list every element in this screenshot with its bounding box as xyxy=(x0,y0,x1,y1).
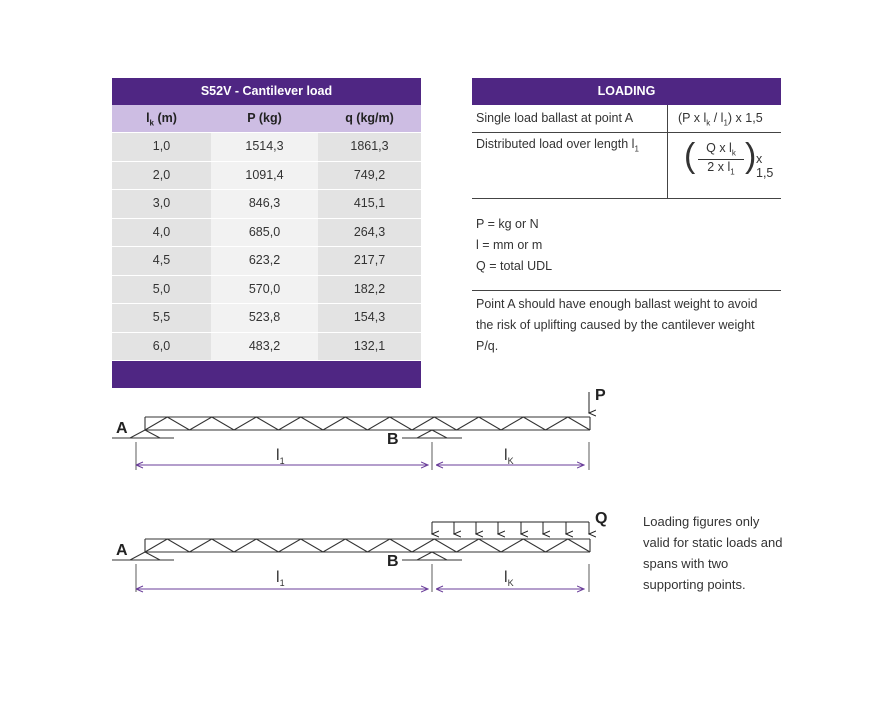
dimension-ticks-2 xyxy=(136,564,589,592)
cell-p: 1091,4 xyxy=(211,162,318,190)
static-loads-note: Loading figures only valid for static loads and spans with two supporting points. xyxy=(643,514,783,592)
support-a-label-1: A xyxy=(116,420,128,437)
dimension-ticks-1 xyxy=(136,442,589,470)
distributed-load-label: Q xyxy=(595,510,608,527)
cell-p: 685,0 xyxy=(211,219,318,247)
table-title: S52V - Cantilever load xyxy=(112,78,421,105)
span-label-1: $l_1$ xyxy=(276,447,285,467)
unit-p: P = kg or N xyxy=(476,217,539,231)
single-load-formula: (P x $l_k / l_1$) x 1,5 xyxy=(678,111,763,128)
column-header-lk: $l_k$ (m) xyxy=(146,111,177,128)
unit-l: l = mm or m xyxy=(476,238,543,252)
cell-q: 264,3 xyxy=(318,219,421,247)
truss-beam-1 xyxy=(145,417,590,430)
single-load-label: Single load ballast at point A xyxy=(472,105,668,132)
column-header-q: q (kg/m) xyxy=(345,111,394,125)
distributed-load-label: Distributed load over length $l_1$ xyxy=(472,133,668,198)
loading-title: LOADING xyxy=(472,78,781,105)
support-b-1 xyxy=(402,430,462,438)
support-b-label-2: B xyxy=(387,553,399,570)
cell-p: 846,3 xyxy=(211,190,318,218)
cell-q: 154,3 xyxy=(318,304,421,332)
cell-q: 415,1 xyxy=(318,190,421,218)
cell-q: 182,2 xyxy=(318,276,421,304)
cell-p: 623,2 xyxy=(211,247,318,275)
support-a-label-2: A xyxy=(116,542,128,559)
cell-lk: 4,0 xyxy=(112,219,211,247)
unit-q: Q = total UDL xyxy=(476,259,553,273)
cell-p: 1514,3 xyxy=(211,133,318,161)
fraction-numerator: Q x $l_k$ xyxy=(706,141,736,158)
cell-p: 570,0 xyxy=(211,276,318,304)
cell-q: 749,2 xyxy=(318,162,421,190)
cell-lk: 5,5 xyxy=(112,304,211,332)
cell-lk: 5,0 xyxy=(112,276,211,304)
fraction-factor: x 1,5 xyxy=(756,152,774,180)
point-load-label: P xyxy=(595,387,606,404)
support-b-label-1: B xyxy=(387,431,399,448)
cell-lk: 4,5 xyxy=(112,247,211,275)
distributed-load-arrows xyxy=(432,522,589,534)
ballast-note: Point A should have enough ballast weight to avoid the risk of uplifting caused by the cantilever weight P/q. xyxy=(476,297,758,353)
distributed-load-formula: ( Q x $l_k$ 2 x $l_1$ ) x 1,5 xyxy=(668,133,781,198)
cantilever-label-2: $l_K$ xyxy=(504,569,514,589)
cell-q: 1861,3 xyxy=(318,133,421,161)
truss-beam-2 xyxy=(145,539,590,552)
cell-lk: 1,0 xyxy=(112,133,211,161)
cell-p: 523,8 xyxy=(211,304,318,332)
support-b-2 xyxy=(402,552,462,560)
cell-lk: 2,0 xyxy=(112,162,211,190)
column-header-p: P (kg) xyxy=(247,111,282,125)
span-label-2: $l_1$ xyxy=(276,569,285,589)
cell-lk: 3,0 xyxy=(112,190,211,218)
cell-q: 132,1 xyxy=(318,333,421,361)
cell-lk: 6,0 xyxy=(112,333,211,361)
fraction-denominator: 2 x $l_1$ xyxy=(707,159,735,176)
cell-q: 217,7 xyxy=(318,247,421,275)
cell-p: 483,2 xyxy=(211,333,318,361)
cantilever-label-1: $l_K$ xyxy=(504,447,514,467)
